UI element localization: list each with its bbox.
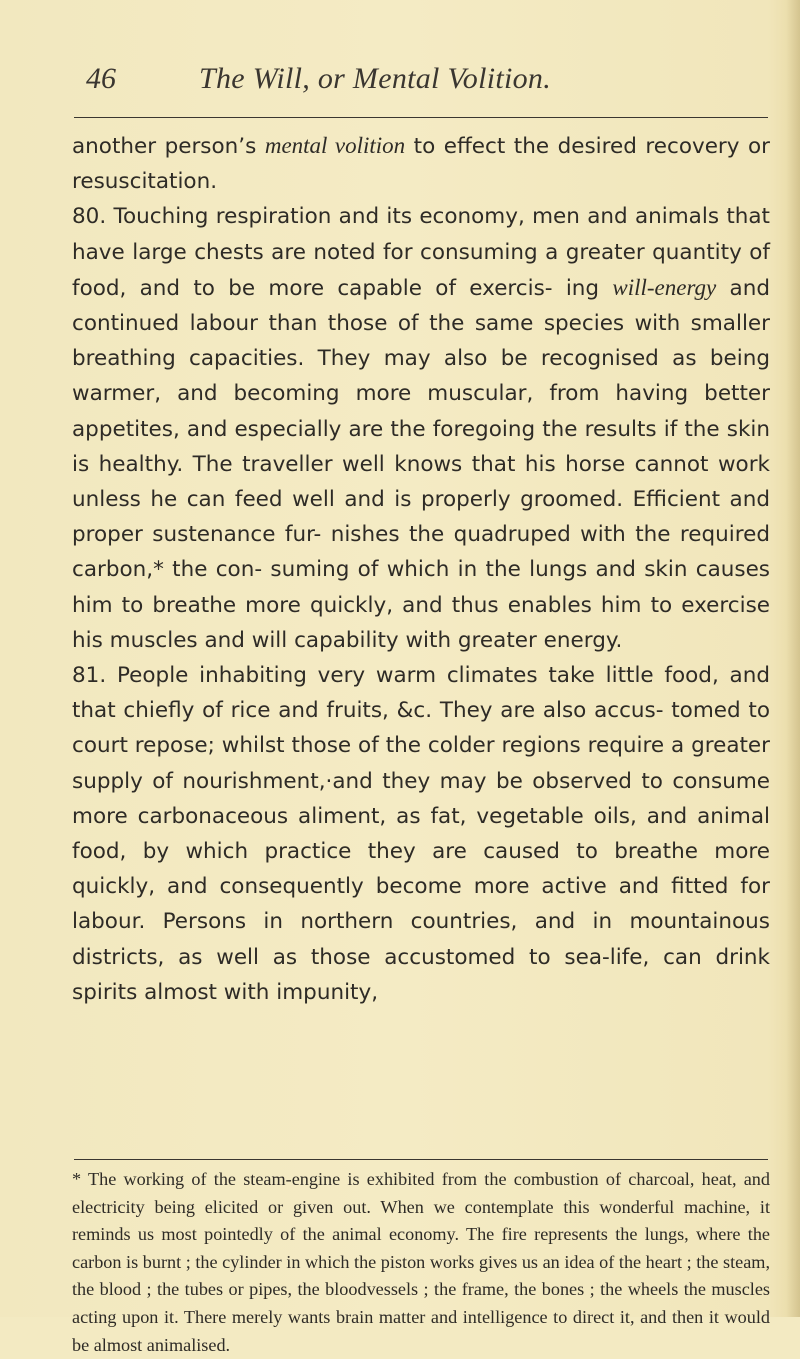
page-number: 46	[86, 62, 116, 95]
footnote-marker: *	[72, 1169, 82, 1189]
body-text	[72, 128, 770, 1010]
paragraph-81: 81. People inhabiting very warm climates take little food, and that chiefly of rice and fruits, &c. They are also accus- tomed to court repose; whilst those of the colder regions require a greater supply of nourishment,·and they may be observed to consume more carbonaceous aliment, as fat, vegetable oils, and animal food, by which practice they are caused to breathe more quickly, and consequently become more active and fitted for labour. Persons in northern countries, and in mountainous districts, as well as those accustomed to sea-life, can drink spirits almost with impunity,	[72, 663, 770, 1005]
footnote-text: The working of the steam-engine is exhibited from the combustion of charcoal, heat, and electricity being elicited or given out. When we contemplate this wonderful machine, it reminds us most pointedly of the animal economy. The fire represents the lungs, where the carbon is burnt ; the cylinder in which the piston works gives us an idea of the heart ; the steam, the blood ; the tubes or pipes, the bloodvessels ; the frame, the bones ; the wheels the muscles acting upon it. There merely wants brain matter and intelligence to direct it, and then it would be almost animalised.	[72, 1169, 770, 1355]
footnote-rule	[74, 1159, 768, 1160]
page-edge-shadow	[786, 0, 800, 1317]
page-header	[84, 62, 766, 108]
italic-phrase: will-energy	[612, 274, 717, 300]
paragraph-continuation	[72, 128, 770, 199]
paragraph-text: another person’s	[72, 134, 265, 159]
paragraph-text: and continued labour than those of the same species with smaller breathing capacities. They may also be recognised as being warmer, and becoming more muscular, from having better appetites, and especially are the foregoing the results if the skin is healthy. The traveller well knows that his horse cannot work unless he can feed well and is properly groomed. Efficient and proper sustenance fur- nishes the quadruped with the required carbon,* the con- suming of which in the lungs and skin causes him to breathe more quickly, and thus enables him to exercise his muscles and will capability with greater energy.	[72, 275, 770, 653]
footnote	[72, 1166, 770, 1359]
footnote-paragraph	[72, 1166, 770, 1359]
paragraph-80	[72, 199, 770, 658]
header-rule	[74, 117, 768, 118]
paragraph-text: to effect the desired recovery or resuscitation.	[72, 134, 771, 195]
running-title: The Will, or Mental Volition.	[199, 62, 552, 95]
paragraph-text: 80. Touching respiration and its economy, men and animals that have large chests are noted for consuming a greater quantity of food, and to be more capable of exercis- ing	[72, 204, 770, 301]
italic-phrase: mental volition	[264, 133, 406, 158]
